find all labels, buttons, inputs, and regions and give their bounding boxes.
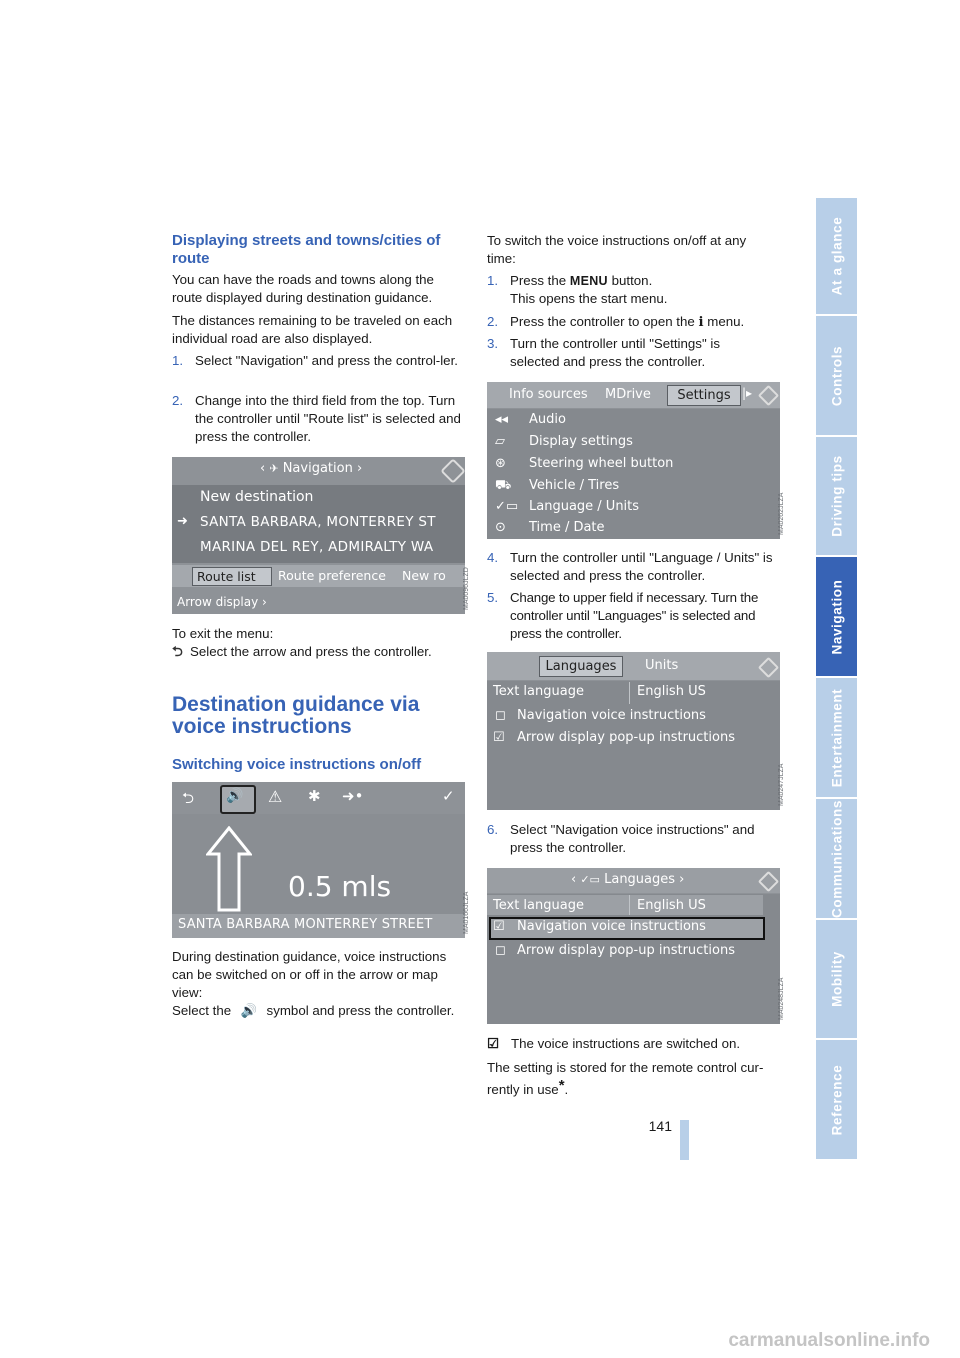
heading-destination-guidance: Destination guidance via voice instructions	[172, 693, 420, 738]
tab-scroll-icon[interactable]: |▸	[742, 386, 753, 400]
voice-icon: 🔊	[226, 788, 244, 804]
tab-route-list[interactable]: Route list	[192, 567, 272, 586]
arrow-popup-item[interactable]: Arrow display pop-up instructions	[517, 943, 735, 958]
arrow-popup-item[interactable]: Arrow display pop-up instructions	[517, 730, 735, 745]
nav-voice-item[interactable]: Navigation voice instructions	[517, 708, 706, 723]
list-panel	[487, 681, 780, 810]
para-distances: The distances remaining to be traveled on each individual road are also displayed.	[172, 313, 453, 346]
warning-icon[interactable]: ⚠	[268, 787, 283, 806]
field-divider	[629, 895, 630, 915]
unchecked-box-icon[interactable]: ◻	[495, 708, 506, 723]
side-tab-mobility[interactable]: Mobility	[816, 920, 857, 1038]
settings-item-display[interactable]: Display settings	[529, 434, 633, 449]
display-icon: ▱	[495, 434, 505, 449]
settings-item-audio[interactable]: Audio	[529, 412, 566, 427]
heading-streets-towns: Displaying streets and towns/cities of route	[172, 232, 441, 267]
arrow-view-icon[interactable]: ➜•	[342, 787, 364, 805]
tab-info-sources[interactable]: Info sources	[509, 387, 588, 402]
screen-arrow-view	[172, 782, 465, 938]
text-language-label: Text language	[493, 898, 584, 913]
menu-button-label: MENU	[569, 274, 608, 288]
right-intro: To switch the voice instructions on/off at any time:	[487, 233, 747, 266]
tab-route-preference[interactable]: Route preference	[278, 568, 386, 583]
settings-item-steering[interactable]: Steering wheel button	[529, 456, 674, 471]
nav-title: ‹ ✈ Navigation ›	[260, 461, 363, 476]
image-code: MA0096JLZD	[463, 567, 470, 610]
image-code: MA0262JLZA	[778, 492, 785, 535]
stored-setting: The setting is stored for the remote control cur-rently in use*.	[487, 1060, 764, 1097]
tab-mdrive[interactable]: MDrive	[605, 387, 651, 402]
arrow-display-item[interactable]: Arrow display ›	[177, 595, 267, 609]
side-tab-entertainment[interactable]: Entertainment	[816, 678, 857, 797]
screen-language-units	[487, 652, 780, 810]
side-tab-reference[interactable]: Reference	[816, 1040, 857, 1159]
left-step-1: 1. Select "Navigation" and press the control-ler.	[172, 353, 458, 368]
back-icon[interactable]: ⮌	[182, 789, 195, 807]
item-route-2[interactable]: MARINA DEL REY, ADMIRALTY WA	[200, 539, 434, 555]
arrow-current-icon: ➜	[177, 514, 188, 529]
para-during-guidance: During destination guidance, voice instructions can be switched on or off in the arrow or map view:	[172, 949, 447, 1000]
distance-text: 0.5 mls	[288, 870, 392, 903]
checked-icon[interactable]: ☑	[493, 919, 505, 934]
straight-arrow-icon	[206, 826, 252, 912]
tab-units[interactable]: Units	[645, 658, 679, 673]
page-marker	[680, 1120, 689, 1160]
item-route-1[interactable]: SANTA BARBARA, MONTERREY ST	[200, 514, 436, 530]
tab-languages[interactable]: Languages	[539, 656, 623, 677]
field-divider	[629, 682, 630, 704]
back-arrow-icon: ⮌	[172, 644, 183, 659]
settings-item-language[interactable]: Language / Units	[529, 499, 640, 514]
nav-voice-item[interactable]: Navigation voice instructions	[517, 919, 706, 934]
side-tab-communications[interactable]: Communications	[816, 799, 857, 918]
page-number: 141	[648, 1118, 672, 1134]
language-icon: ✓▭	[495, 499, 519, 514]
info-icon: i	[698, 315, 704, 330]
footer-watermark: carmanualsonline.info	[728, 1330, 930, 1351]
exit-line: ⮌ Select the arrow and press the controller.	[172, 644, 432, 659]
clock-icon: ⊙	[495, 520, 506, 535]
image-code: MA0248JLZA	[778, 977, 785, 1020]
check-icon[interactable]: ✓	[442, 787, 455, 805]
right-step-4: 4. Turn the controller until "Language / Units" is selected and press the controller.	[487, 550, 773, 583]
right-step-5: 5. Change to upper field if necessary. Turn the controller until "Languages" is selected and press the controller.	[487, 590, 759, 641]
tabs-bar	[487, 652, 780, 680]
side-tab-driving-tips[interactable]: Driving tips	[816, 437, 857, 555]
speaker-icon: 🔊	[240, 1003, 258, 1018]
side-tab-navigation[interactable]: Navigation	[816, 557, 857, 676]
street-name: SANTA BARBARA MONTERREY STREET	[178, 917, 433, 932]
steering-wheel-icon: ⊛	[495, 456, 506, 471]
exit-intro: To exit the menu:	[172, 626, 274, 641]
text-language-label: Text language	[493, 684, 584, 699]
vehicle-icon: ⛟	[495, 478, 512, 493]
tab-new-route[interactable]: New ro	[402, 568, 446, 583]
text-language-value[interactable]: English US	[637, 684, 706, 699]
left-step-2: 2. Change into the third field from the top. Turn the controller until "Route list" is selected and press the controller.	[172, 393, 461, 444]
image-code: MA0247JLZA	[778, 763, 785, 806]
text-language-value[interactable]: English US	[637, 898, 706, 913]
para-select-symbol: Select the 🔊 symbol and press the controller.	[172, 1003, 455, 1018]
right-step-6: 6. Select "Navigation voice instructions" and press the controller.	[487, 822, 755, 855]
settings-item-vehicle[interactable]: Vehicle / Tires	[529, 478, 620, 493]
checked-icon[interactable]: ☑	[493, 730, 505, 745]
screen-languages	[487, 868, 780, 1024]
tab-settings[interactable]: Settings	[667, 385, 741, 406]
para-roads-towns: You can have the roads and towns along the route displayed during destination guidance.	[172, 272, 434, 305]
right-step-1: 1. Press the MENU button. This opens the start menu.	[487, 273, 668, 306]
right-step-3: 3. Turn the controller until "Settings" is selected and press the controller.	[487, 336, 720, 369]
languages-title: ‹ ✓▭ Languages ›	[571, 872, 685, 887]
side-tab-at-a-glance[interactable]: At a glance	[816, 198, 857, 314]
screen-route-list	[172, 457, 465, 614]
audio-icon: ◂◂	[495, 412, 509, 427]
heading-switch-voice: Switching voice instructions on/off	[172, 756, 422, 773]
unchecked-box-icon[interactable]: ◻	[495, 943, 506, 958]
screen-settings	[487, 382, 780, 539]
side-tab-controls[interactable]: Controls	[816, 316, 857, 435]
item-new-destination[interactable]: New destination	[200, 489, 314, 505]
settings-item-time[interactable]: Time / Date	[529, 520, 605, 535]
check-icon: ☑	[487, 1036, 499, 1051]
traffic-icon[interactable]: ✱	[308, 787, 321, 805]
image-code: MA0166JLZA	[463, 891, 470, 934]
voice-on-line: ☑ The voice instructions are switched on.	[487, 1036, 741, 1051]
right-step-2: 2. Press the controller to open the i menu.	[487, 314, 745, 330]
